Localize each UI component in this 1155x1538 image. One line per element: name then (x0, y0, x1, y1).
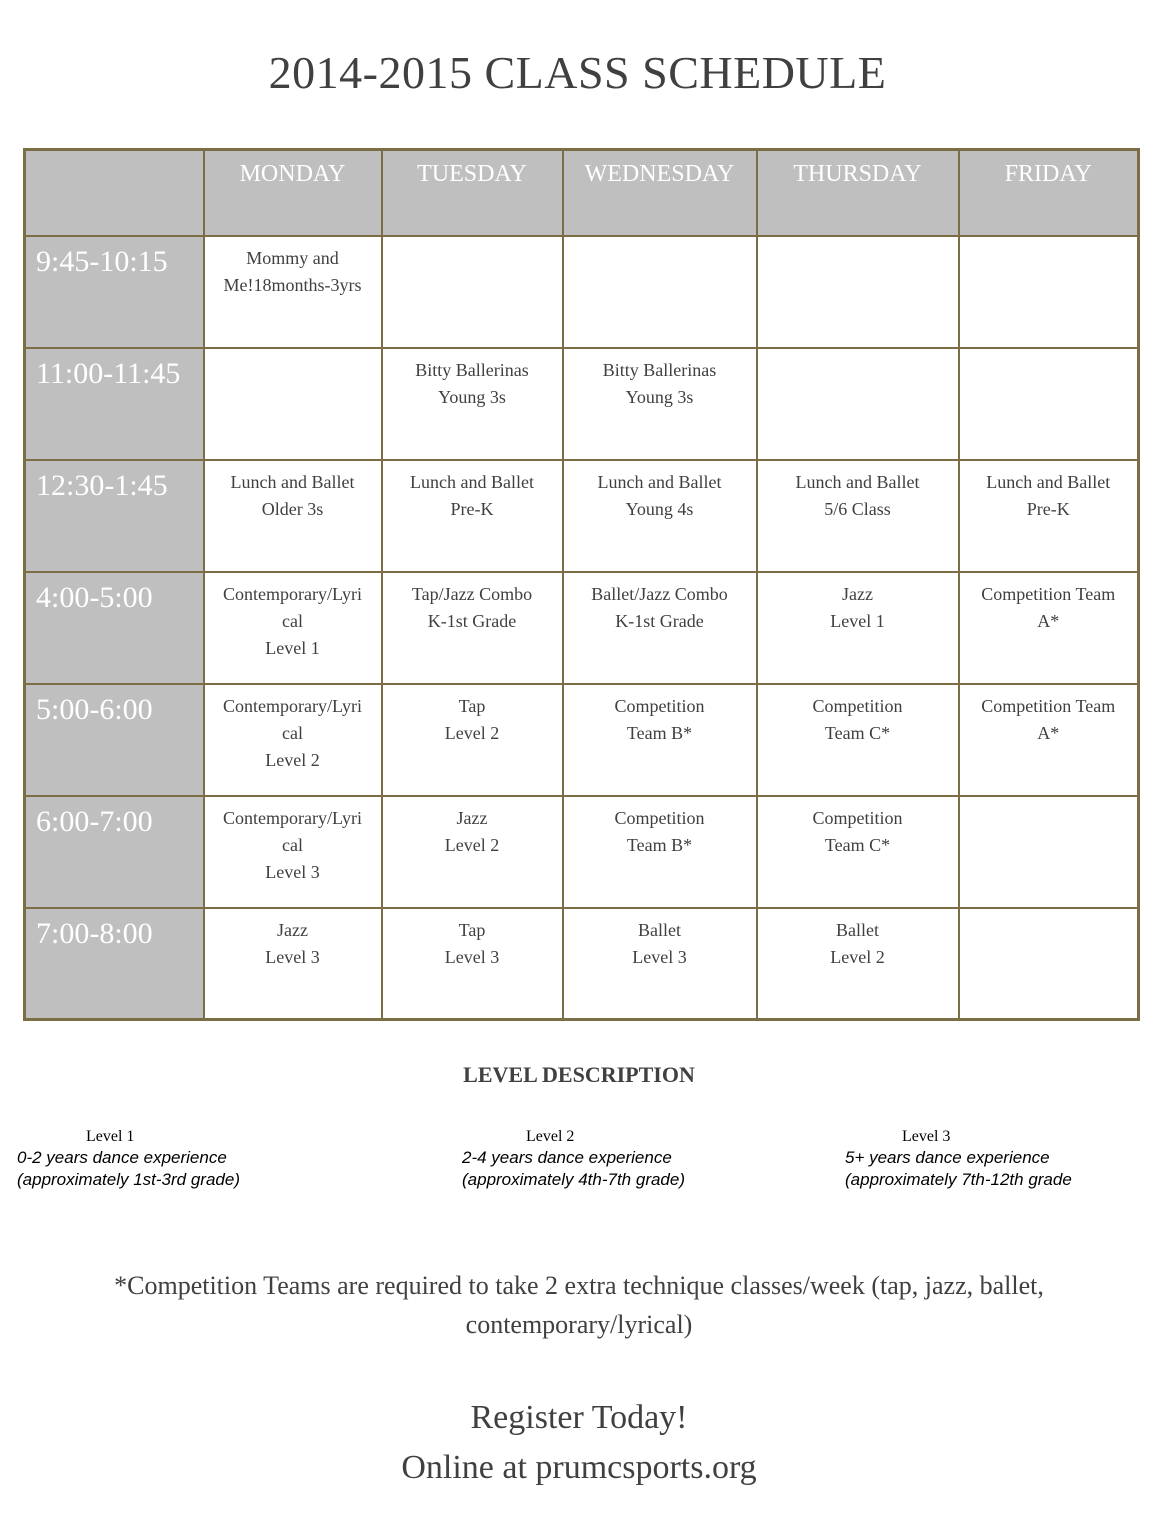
class-line: Level 2 (444, 722, 500, 743)
class-cell-monday (204, 684, 382, 796)
class-line: Ballet (836, 919, 879, 940)
class-cell-thursday (757, 460, 959, 572)
class-cell-thursday (757, 796, 959, 908)
class-line: Older 3s (261, 498, 324, 519)
level-name: Level 1 (86, 1128, 135, 1145)
class-cell-monday (204, 236, 382, 348)
class-cell-thursday (757, 572, 959, 684)
class-line: Jazz (277, 919, 308, 940)
class-line: Bitty Ballerinas (602, 359, 717, 380)
class-line: Bitty Ballerinas (415, 359, 529, 380)
class-line: Tap (458, 695, 486, 716)
schedule-row (25, 796, 1139, 908)
class-line: Contemporary/Lyri (223, 695, 362, 716)
class-line: Lunch and Ballet (795, 471, 920, 492)
time-slot-cell: 9:45-10:15 (25, 236, 204, 348)
level-1-description (17, 1127, 240, 1191)
level-experience: 5+ years dance experience (845, 1148, 1050, 1167)
class-line: K-1st Grade (615, 610, 704, 631)
class-line: cal (282, 610, 303, 631)
class-line: Tap (458, 919, 486, 940)
class-cell-friday (959, 684, 1139, 796)
class-line: Mommy and (246, 247, 339, 268)
day-header-monday: MONDAY (204, 150, 382, 236)
class-line: Competition (812, 807, 903, 828)
class-line: A* (1037, 722, 1060, 743)
class-cell-tuesday (382, 684, 563, 796)
class-line: K-1st Grade (427, 610, 517, 631)
class-line: Level 3 (265, 861, 320, 882)
class-line: Team C* (824, 834, 891, 855)
class-line: Level 2 (265, 749, 320, 770)
time-slot-cell: 4:00-5:00 (25, 572, 204, 684)
class-line: Contemporary/Lyri (223, 583, 362, 604)
class-cell-friday (959, 460, 1139, 572)
class-cell-friday (959, 348, 1139, 460)
level-description-heading: LEVEL DESCRIPTION (463, 1062, 695, 1087)
class-line: Competition (812, 695, 903, 716)
class-line: Competition (614, 807, 705, 828)
class-line: Lunch and Ballet (230, 471, 355, 492)
class-line: Pre-K (450, 498, 494, 519)
level-experience: 0-2 years dance experience (17, 1148, 227, 1167)
class-cell-monday (204, 348, 382, 460)
corner-header-cell (25, 150, 204, 236)
class-line: Level 3 (444, 946, 500, 967)
class-line: Tap/Jazz Combo (411, 583, 533, 604)
day-header-tuesday: TUESDAY (382, 150, 563, 236)
class-line: cal (282, 722, 303, 743)
class-cell-wednesday (563, 796, 757, 908)
class-line: Jazz (456, 807, 488, 828)
class-line: Contemporary/Lyri (223, 807, 362, 828)
schedule-row (25, 908, 1139, 1020)
class-line: Competition Team (981, 583, 1116, 604)
class-line: A* (1037, 610, 1060, 631)
time-slot-cell: 7:00-8:00 (25, 908, 204, 1020)
register-callout (0, 1393, 1155, 1493)
class-cell-wednesday (563, 348, 757, 460)
register-today-text: Register Today! (470, 1399, 688, 1436)
class-cell-wednesday (563, 236, 757, 348)
class-line: Team B* (626, 722, 693, 743)
class-line: Young 3s (625, 386, 694, 407)
class-line: Ballet (638, 919, 681, 940)
level-grades: (approximately 1st-3rd grade) (17, 1170, 240, 1189)
class-line: Young 3s (438, 386, 506, 407)
class-cell-tuesday (382, 572, 563, 684)
class-cell-friday (959, 572, 1139, 684)
day-header-wednesday: WEDNESDAY (563, 150, 757, 236)
class-line: Jazz (842, 583, 873, 604)
schedule-row (25, 236, 1139, 348)
class-cell-friday (959, 796, 1139, 908)
class-line: Level 1 (830, 610, 885, 631)
class-cell-tuesday (382, 796, 563, 908)
class-line: Competition (614, 695, 705, 716)
class-schedule-table (23, 148, 1140, 1021)
class-line: Ballet/Jazz Combo (591, 583, 728, 604)
day-header-friday: FRIDAY (959, 150, 1139, 236)
level-3-description (845, 1127, 1072, 1191)
level-grades: (approximately 4th-7th grade) (462, 1170, 686, 1189)
class-cell-wednesday (563, 908, 757, 1020)
class-line: Lunch and Ballet (597, 471, 722, 492)
class-cell-friday (959, 908, 1139, 1020)
class-line: Competition Team (981, 695, 1116, 716)
class-line: Level 2 (830, 946, 885, 967)
class-line: Level 3 (632, 946, 687, 967)
class-line: Level 1 (265, 637, 320, 658)
page-title: 2014-2015 CLASS SCHEDULE (268, 47, 887, 98)
class-cell-monday (204, 572, 382, 684)
class-cell-thursday (757, 236, 959, 348)
class-line: Team B* (626, 834, 693, 855)
class-cell-thursday (757, 908, 959, 1020)
register-online-text: Online at prumcsports.org (401, 1449, 757, 1486)
class-cell-wednesday (563, 460, 757, 572)
schedule-row (25, 348, 1139, 460)
level-experience: 2-4 years dance experience (462, 1148, 672, 1167)
class-cell-tuesday (382, 460, 563, 572)
competition-teams-note: *Competition Teams are required to take 2 extra technique classes/week (tap, jazz, ballet, contemporary/lyrical) (114, 1271, 1044, 1339)
time-slot-cell: 6:00-7:00 (25, 796, 204, 908)
class-cell-thursday (757, 684, 959, 796)
class-cell-wednesday (563, 684, 757, 796)
time-slot-cell: 12:30-1:45 (25, 460, 204, 572)
class-line: Lunch and Ballet (986, 471, 1111, 492)
time-slot-cell: 5:00-6:00 (25, 684, 204, 796)
class-cell-monday (204, 908, 382, 1020)
day-header-thursday: THURSDAY (757, 150, 959, 236)
class-cell-friday (959, 236, 1139, 348)
class-line: Young 4s (625, 498, 694, 519)
class-line: Level 2 (444, 834, 500, 855)
schedule-header-row (25, 150, 1139, 236)
class-cell-monday (204, 460, 382, 572)
class-cell-tuesday (382, 908, 563, 1020)
class-line: Pre-K (1026, 498, 1070, 519)
class-cell-wednesday (563, 572, 757, 684)
class-line: cal (282, 834, 303, 855)
class-cell-thursday (757, 348, 959, 460)
class-cell-tuesday (382, 236, 563, 348)
level-2-description (462, 1127, 685, 1191)
time-slot-cell: 11:00-11:45 (25, 348, 204, 460)
class-line: Me!18months-3yrs (223, 274, 362, 295)
schedule-row (25, 460, 1139, 572)
level-name: Level 2 (526, 1128, 575, 1145)
class-line: Level 3 (265, 946, 320, 967)
class-cell-tuesday (382, 348, 563, 460)
class-cell-monday (204, 796, 382, 908)
schedule-row (25, 572, 1139, 684)
schedule-row (25, 684, 1139, 796)
class-line: Team C* (824, 722, 891, 743)
class-line: 5/6 Class (824, 498, 891, 519)
level-name: Level 3 (902, 1128, 951, 1145)
level-grades: (approximately 7th-12th grade (845, 1170, 1072, 1189)
class-line: Lunch and Ballet (410, 471, 534, 492)
